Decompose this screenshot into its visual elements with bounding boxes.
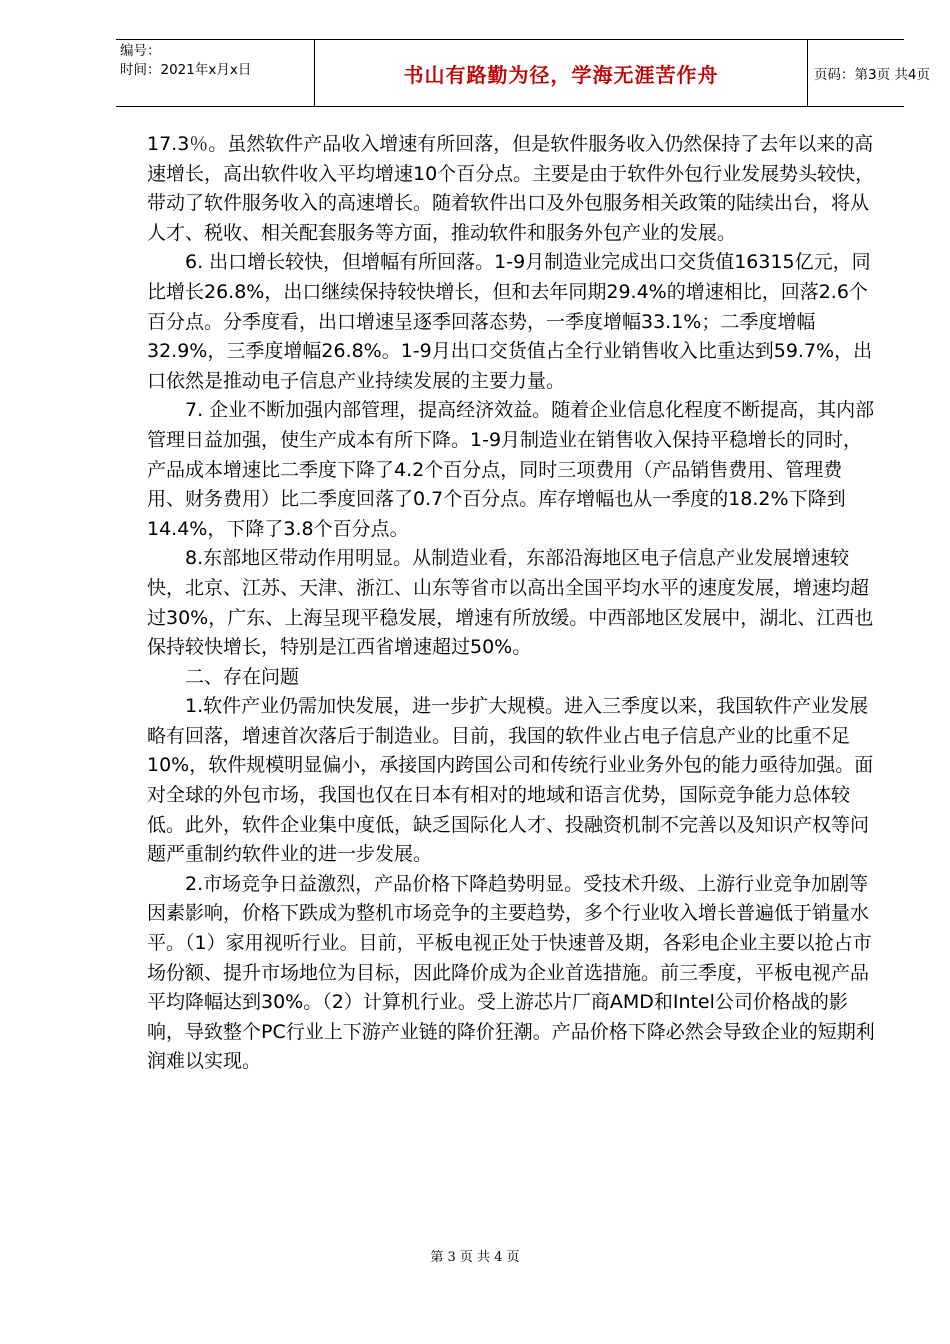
paragraph: 17.3％。虽然软件产品收入增速有所回落，但是软件服务收入仍然保持了去年以来的高速增长，高出软件收入平均增速10个百分点。主要是由于软件外包行业发展势头较快，带动了软件服务收入的高速增长。随着软件出口及外包服务相关政策的陆续出台，将从人才、税收、相关配套服务等方面，推动软件和服务外包产业的发展。	[147, 133, 875, 244]
page-footer	[0, 1246, 950, 1265]
doc-number-label: 编号：	[120, 43, 161, 59]
paragraph: 8.东部地区带动作用明显。从制造业看，东部沿海地区电子信息产业发展增速较快，北京、江苏、天津、浙江、山东等省市以高出全国平均水平的速度发展，增速均超过30%，广东、上海呈现平稳发展，增速有所放缓。中西部地区发展中，湖北、江西也保持较快增长，特别是江西省增速超过50%。	[147, 547, 874, 659]
paragraph: 7. 企业不断加强内部管理，提高经济效益。随着企业信息化程度不断提高，其内部管理日益加强，使生产成本有所下降。1-9月制造业在销售收入保持平稳增长的同时，产品成本增速比二季度下降了4.2个百分点，同时三项费用（产品销售费用、管理费用、财务费用）比二季度回落了0.7个百分点。库存增幅也从一季度的18.2%下降到14.4%，下降了3.8个百分点。	[147, 399, 875, 540]
time-label: 时间：2021年x月x日	[120, 62, 252, 78]
header-motto: 书山有路勤为径，学海无涯苦作舟	[403, 62, 719, 87]
paragraph: 2.市场竞争日益激烈，产品价格下降趋势明显。受技术升级、上游行业竞争加剧等因素影响，价格下跌成为整机市场竞争的主要趋势，多个行业收入增长普遍低于销量水平。（1）家用视听行业。目前，平板电视正处于快速普及期，各彩电企业主要以抢占市场份额、提升市场地位为目标，因此降价成为企业首选措施。前三季度，平板电视产品平均降幅达到30%。（2）计算机行业。受上游芯片厂商AMD和Intel公司价格战的影响，导致整个PC行业上下游产业链的降价狂潮。产品价格下降必然会导致企业的短期利润难以实现。	[147, 872, 875, 1073]
paragraph: 1.软件产业仍需加快发展，进一步扩大规模。进入三季度以来，我国软件产业发展略有回落，增速首次落后于制造业。目前，我国的软件业占电子信息产业的比重不足10%，软件规模明显偏小，承接国内跨国公司和传统行业业务外包的能力亟待加强。面对全球的外包市场，我国也仅在日本有相对的地域和语言优势，国际竞争能力总体较低。此外，软件企业集中度低，缺乏国际化人才、投融资机制不完善以及知识产权等问题严重制约软件业的进一步发展。	[147, 695, 874, 866]
section-heading: 二、存在问题	[185, 665, 300, 688]
header-meta	[116, 40, 314, 106]
header-page-cell	[808, 40, 930, 106]
header-page-label: 页码：第3页 共4页	[814, 67, 930, 83]
footer-page-number: 第 3 页 共 4 页	[430, 1250, 520, 1265]
paragraph: 6. 出口增长较快，但增幅有所回落。1-9月制造业完成出口交货值16315亿元，同比增长26.8%，出口继续保持较快增长，但和去年同期29.4%的增速相比，回落2.6个百分点。分季度看，出口增速呈逐季回落态势，一季度增幅33.1%；二季度增幅32.9%，三季度增幅26.8%。1-9月出口交货值占全行业销售收入比重达到59.7%，出口依然是推动电子信息产业持续发展的主要力量。	[147, 251, 873, 392]
header-motto-cell	[314, 40, 808, 106]
page-header	[116, 39, 930, 107]
document-body	[147, 130, 875, 1077]
